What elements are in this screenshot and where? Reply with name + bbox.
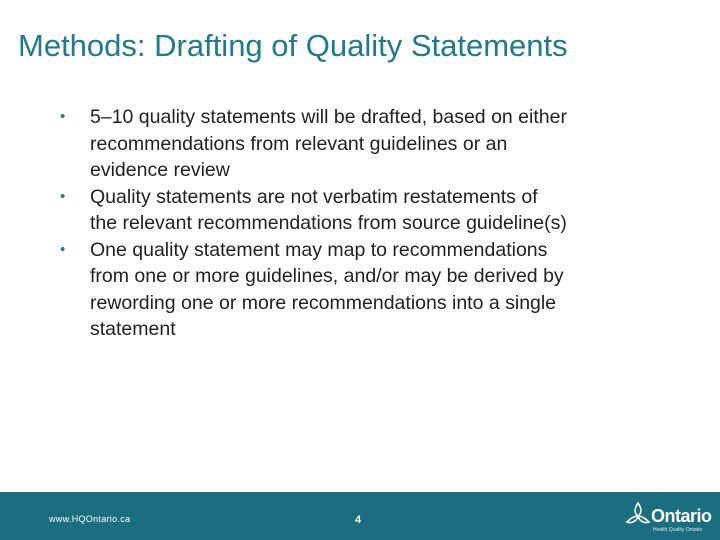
footer-url-link[interactable]: www.HQOntario.ca <box>49 514 131 524</box>
bullet-list <box>60 104 700 343</box>
bullet-line: rewording one or more recommendations into a single <box>90 291 557 314</box>
bullet-item <box>60 237 700 343</box>
bullet-icon: • <box>60 240 66 258</box>
trillium-icon <box>625 500 651 530</box>
bullet-line: statement <box>90 318 176 340</box>
logo-wordmark: Ontario <box>651 506 712 526</box>
bullet-item <box>60 104 700 184</box>
bullet-line: 5–10 quality statements will be drafted, based on either <box>90 106 567 128</box>
ontario-logo <box>625 496 715 538</box>
bullet-line: recommendations from relevant guidelines or an <box>90 132 508 155</box>
bullet-icon: • <box>60 187 66 205</box>
logo-tagline: Health Quality Ontario <box>653 527 703 533</box>
bullet-line: evidence review <box>90 159 230 181</box>
footer-bar <box>0 492 720 540</box>
slide-title: Methods: Drafting of Quality Statements <box>18 28 568 63</box>
bullet-line: One quality statement may map to recommendations <box>90 238 548 261</box>
bullet-line: Quality statements are not verbatim restatements of <box>90 185 538 208</box>
page-number: 4 <box>355 514 362 526</box>
bullet-line: from one or more guidelines, and/or may be derived by <box>90 265 564 287</box>
bullet-item <box>60 184 700 237</box>
bullet-icon: • <box>60 108 66 125</box>
bullet-line: the relevant recommendations from source guideline(s) <box>90 212 567 234</box>
